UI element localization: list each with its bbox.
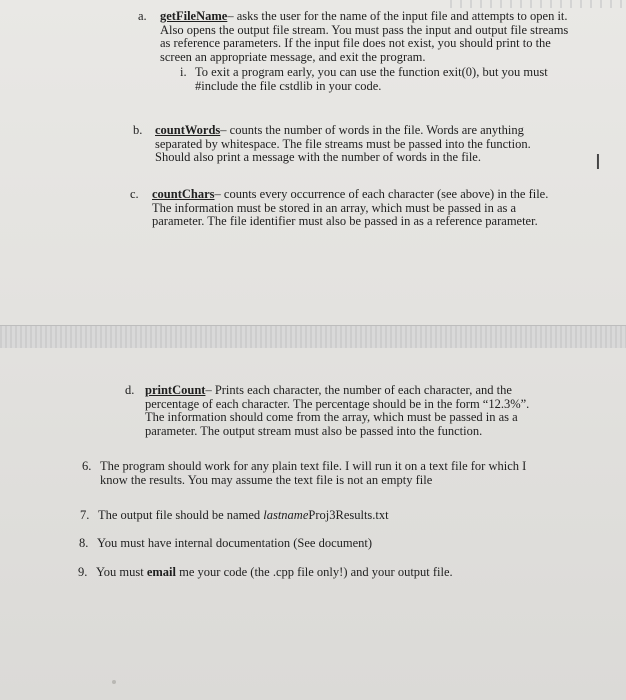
function-name: printCount [145, 383, 206, 397]
item-marker: 6. [82, 459, 92, 473]
sub-item-i [180, 65, 615, 93]
list-item-9 [78, 565, 606, 580]
item-text: The program should work for any plain text file. I will run it on a text file for which I [100, 459, 527, 473]
filename-italic: lastname [263, 508, 309, 522]
item-marker: 7. [80, 508, 90, 522]
item-text: You must [96, 565, 147, 579]
list-item-b [133, 123, 615, 165]
list-item-a [138, 9, 620, 64]
item-first-line [152, 188, 614, 202]
item-text: parameter. The output stream must also be passed into the function. [145, 423, 483, 438]
item-marker: 8. [79, 536, 89, 550]
list-item-c [130, 187, 614, 229]
paper-speck [112, 680, 116, 684]
item-text: Should also print a message with the number of words in the file. [155, 150, 481, 164]
text-cursor-icon: I [595, 150, 601, 174]
item-text: You must have internal documentation (See document) [97, 536, 373, 550]
item-marker: 9. [78, 565, 88, 579]
function-name: countWords [155, 123, 221, 137]
item-text: know the results. You may assume the text file is not an empty file [100, 472, 433, 487]
item-text: as reference parameters. If the input file does not exist, you should print to the [160, 36, 551, 50]
list-item-7 [80, 508, 598, 523]
page-divider [0, 325, 626, 349]
page-edge-marks [450, 0, 626, 8]
function-name: getFileName [160, 9, 228, 23]
item-text: – Prints each character, the number of each character, and the [205, 383, 512, 397]
item-text: The output file should be named [98, 508, 264, 522]
item-marker: a. [138, 9, 147, 23]
item-marker: i. [180, 65, 187, 79]
item-line [98, 509, 598, 523]
item-text: The information should come from the array, which must be passed in as a [145, 410, 518, 424]
item-text: – counts the number of words in the file. Words are anything [220, 123, 524, 137]
list-item-6 [82, 459, 600, 487]
item-text: Also opens the output file stream. You must pass the input and output file streams [160, 22, 569, 37]
item-marker: d. [125, 383, 135, 397]
item-marker: c. [130, 187, 139, 201]
item-text: me your code (the .cpp file only!) and your output file. [176, 565, 453, 579]
list-item-8 [79, 536, 597, 551]
item-first-line [155, 124, 615, 138]
list-item-d [125, 383, 605, 438]
function-name: countChars [152, 187, 215, 201]
item-line [96, 566, 606, 580]
item-text: percentage of each character. The percentage should be in the form “12.3%”. [145, 396, 530, 411]
item-marker: b. [133, 123, 143, 137]
email-bold: email [146, 565, 177, 579]
item-text: screen an appropriate message, and exit the program. [160, 49, 426, 64]
item-text: – asks the user for the name of the input file and attempts to open it. [227, 9, 568, 23]
item-text: #include the file cstdlib in your code. [195, 78, 382, 93]
item-first-line [160, 10, 620, 24]
item-text: The information must be stored in an array, which must be passed in as a [152, 200, 517, 215]
item-text: separated by whitespace. The file streams must be passed into the function. [155, 136, 531, 151]
filename-suffix: Proj3Results.txt [308, 508, 389, 522]
item-first-line [145, 384, 605, 398]
item-text: parameter. The file identifier must also be passed in as a reference parameter. [152, 214, 538, 228]
item-text: – counts every occurrence of each character (see above) in the file. [214, 187, 549, 201]
item-text: To exit a program early, you can use the function exit(0), but you must [195, 65, 548, 79]
